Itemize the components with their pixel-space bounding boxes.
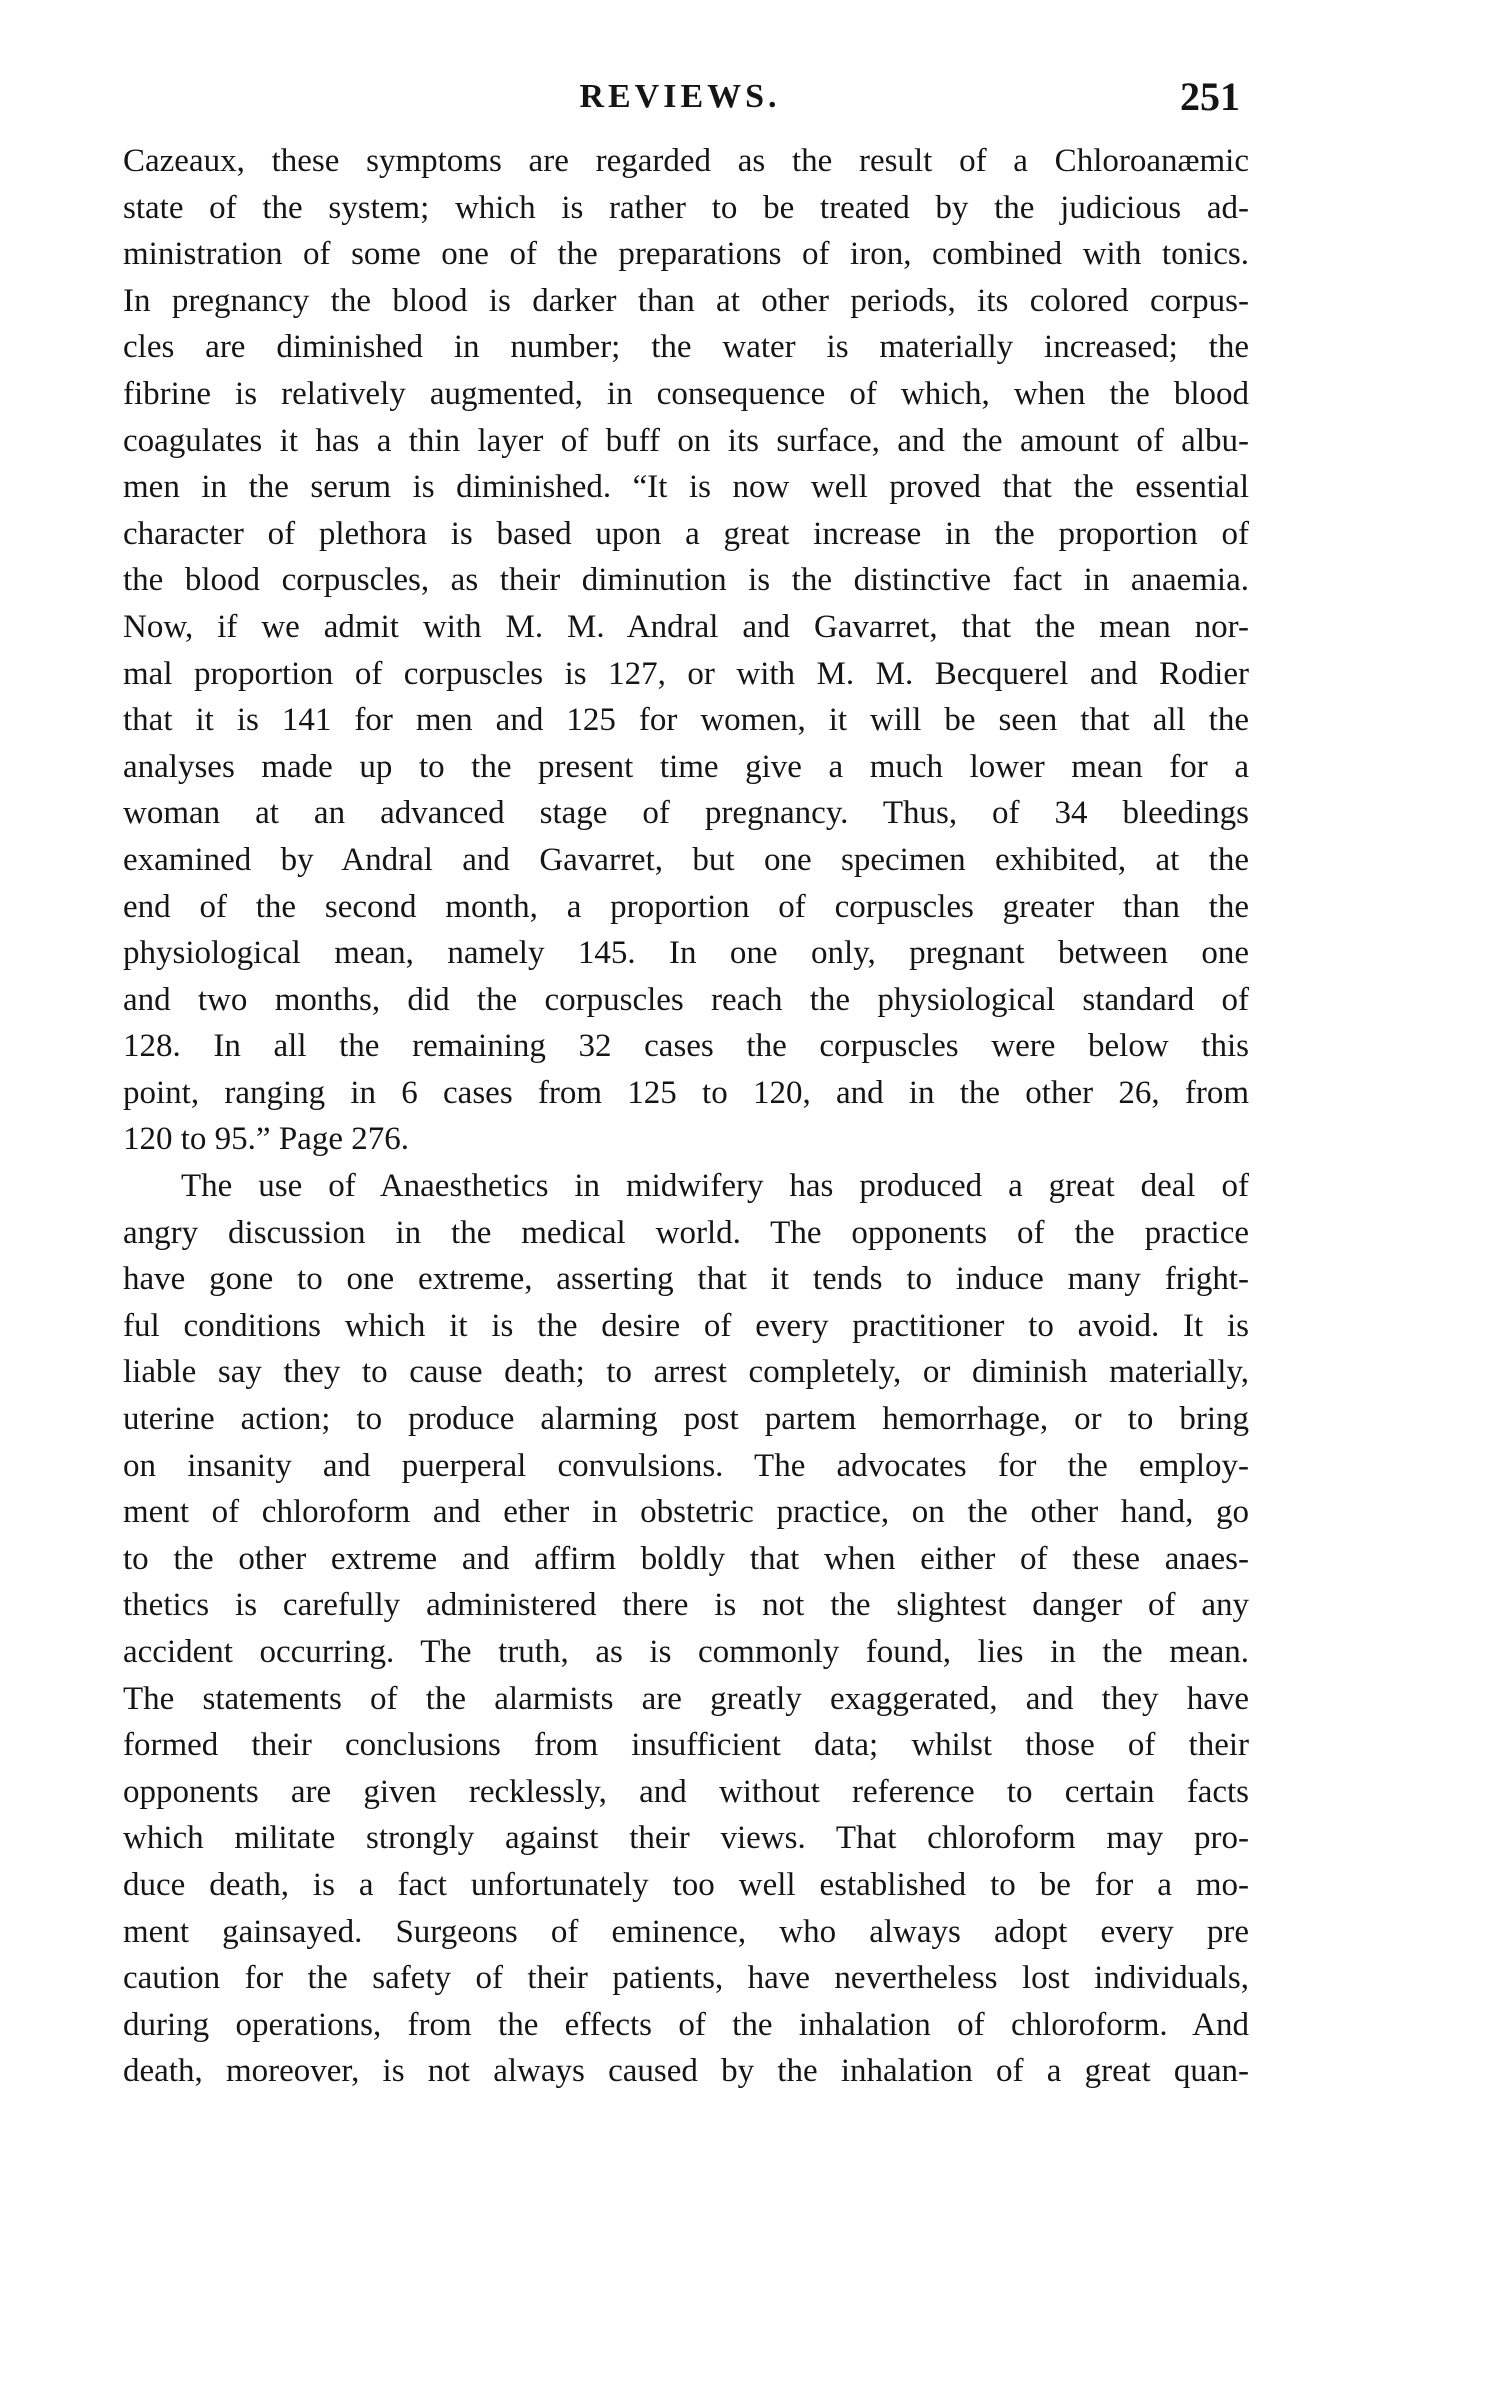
running-head xyxy=(120,74,1240,120)
text-line: point, ranging in 6 cases from 125 to 120, and in the other 26, from xyxy=(123,1074,1249,1111)
text-line: woman at an advanced stage of pregnancy. Thus, of 34 bleedings xyxy=(123,795,1249,832)
text-line: to the other extreme and affirm boldly that when either of these anaes- xyxy=(123,1540,1249,1577)
text-line: death, moreover, is not always caused by the inhalation of a great quan- xyxy=(123,2053,1249,2090)
text-line: have gone to one extreme, asserting that it tends to induce many fright- xyxy=(123,1261,1249,1298)
text-line: and two months, did the corpuscles reach the physiological standard of xyxy=(123,981,1249,1018)
text-line: fibrine is relatively augmented, in consequence of which, when the blood xyxy=(123,375,1249,412)
text-line: uterine action; to produce alarming post partem hemorrhage, or to bring xyxy=(123,1401,1249,1438)
text-line: state of the system; which is rather to be treated by the judicious ad- xyxy=(123,189,1249,226)
text-line: character of plethora is based upon a great increase in the proportion of xyxy=(123,515,1249,552)
text-line: The statements of the alarmists are greatly exaggerated, and they have xyxy=(123,1680,1249,1717)
text-line: opponents are given recklessly, and without reference to certain facts xyxy=(123,1773,1249,1810)
text-line: on insanity and puerperal convulsions. The advocates for the employ- xyxy=(123,1447,1249,1484)
text-line: 120 to 95.” Page 276. xyxy=(123,1121,409,1158)
text-line: coagulates it has a thin layer of buff on its surface, and the amount of albu- xyxy=(123,422,1249,459)
text-line: examined by Andral and Gavarret, but one specimen exhibited, at the xyxy=(123,841,1249,878)
text-line: end of the second month, a proportion of corpuscles greater than the xyxy=(123,888,1249,925)
text-line: angry discussion in the medical world. The opponents of the practice xyxy=(123,1214,1249,1251)
paragraph-first-line: The use of Anaesthetics in midwifery has produced a great deal of xyxy=(181,1168,1249,1205)
text-line: men in the serum is diminished. “It is now well proved that the essential xyxy=(123,469,1249,506)
text-line: ministration of some one of the preparations of iron, combined with tonics. xyxy=(123,236,1249,273)
text-line: ment gainsayed. Surgeons of eminence, who always adopt every pre xyxy=(123,1913,1249,1950)
text-line: liable say they to cause death; to arrest completely, or diminish materially, xyxy=(123,1354,1249,1391)
text-line: ment of chloroform and ether in obstetric practice, on the other hand, go xyxy=(123,1494,1249,1531)
text-line: caution for the safety of their patients, have nevertheless lost individuals, xyxy=(123,1960,1249,1997)
text-line: cles are diminished in number; the water is materially increased; the xyxy=(123,329,1249,366)
text-line: during operations, from the effects of the inhalation of chloroform. And xyxy=(123,2006,1249,2043)
text-line: 128. In all the remaining 32 cases the corpuscles were below this xyxy=(123,1028,1249,1065)
running-title: REVIEWS. xyxy=(579,78,781,115)
page-number: 251 xyxy=(1180,74,1240,119)
text-line: In pregnancy the blood is darker than at other periods, its colored corpus- xyxy=(123,282,1249,319)
text-line: thetics is carefully administered there is not the slightest danger of any xyxy=(123,1587,1249,1624)
text-line: that it is 141 for men and 125 for women, it will be seen that all the xyxy=(123,702,1249,739)
text-line: which militate strongly against their views. That chloroform may pro- xyxy=(123,1820,1249,1857)
text-line: Cazeaux, these symptoms are regarded as the result of a Chloroanæmic xyxy=(123,143,1249,179)
text-line: Now, if we admit with M. M. Andral and Gavarret, that the mean nor- xyxy=(123,608,1249,645)
text-line: analyses made up to the present time give a much lower mean for a xyxy=(123,748,1249,785)
text-line: the blood corpuscles, as their diminution is the distinctive fact in anaemia. xyxy=(123,562,1249,599)
body-text xyxy=(123,138,1249,2095)
text-line: duce death, is a fact unfortunately too well established to be for a mo- xyxy=(123,1866,1249,1903)
text-line: physiological mean, namely 145. In one only, pregnant between one xyxy=(123,935,1249,972)
text-line: ful conditions which it is the desire of every practitioner to avoid. It is xyxy=(123,1307,1249,1344)
text-line: mal proportion of corpuscles is 127, or with M. M. Becquerel and Rodier xyxy=(123,655,1249,692)
text-line: formed their conclusions from insufficient data; whilst those of their xyxy=(123,1727,1249,1764)
text-line: accident occurring. The truth, as is commonly found, lies in the mean. xyxy=(123,1634,1249,1670)
